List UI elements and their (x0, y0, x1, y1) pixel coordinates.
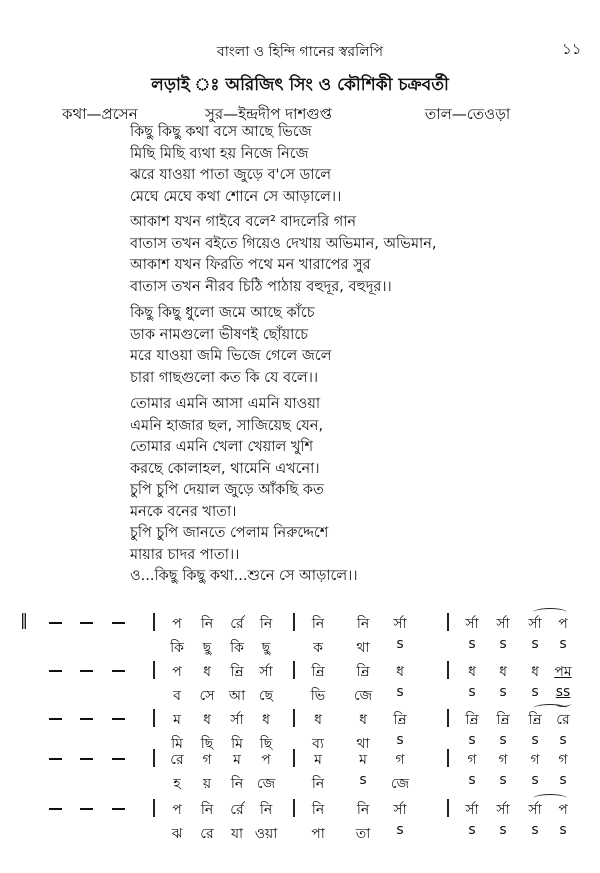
lyric-line: চারা গাছগুলো কত কি যে বলে।। (130, 369, 319, 386)
bol-syllable: s (531, 684, 539, 700)
bar-line (293, 613, 295, 631)
bol-syllable: s (468, 772, 476, 788)
lyric-line: চুপি চুপি জানতে পেলাম নিরুদ্দেশে (130, 525, 329, 541)
rest-dash (112, 758, 125, 760)
bol-syllable: s (499, 732, 507, 748)
rest-dash (112, 670, 125, 672)
bol-syllable: s (468, 732, 476, 748)
bol-syllable: ক (313, 640, 323, 656)
swara-note: প (172, 616, 182, 632)
lyricist-credit: কথা—প্রসেন (62, 105, 138, 123)
swara-note: নি (311, 802, 325, 818)
lyric-line: বাতাস তখন বইতে গিয়েও দেখায় অভিমান, অভিমান, (130, 235, 437, 252)
bol-syllable: ss (555, 684, 571, 700)
bol-syllable: ব (173, 688, 181, 704)
swara-note: ধ (314, 712, 322, 728)
lyric-line: মেঘে মেঘে কথা শোনে সে আড়ালে।। (130, 188, 342, 205)
swara-note: র্সা (259, 664, 273, 680)
swara-note: র্সা (465, 616, 479, 632)
swara-note: গ (498, 752, 508, 768)
rest-dash (112, 622, 125, 624)
lyric-line: মায়ার চাদর পাতা।। (130, 546, 240, 563)
bol-syllable: রে (200, 826, 214, 842)
swara-note: রে (170, 752, 184, 768)
bol-syllable: s (396, 732, 404, 748)
swara-note: প (261, 752, 271, 768)
bol-syllable: s (531, 636, 539, 652)
bol-syllable: s (468, 636, 476, 652)
swara-note: ধ (468, 664, 476, 680)
swara-note: নি (356, 802, 370, 818)
swara-note: প (172, 802, 182, 818)
swara-note: র্সা (465, 802, 479, 818)
bar-line (293, 799, 295, 817)
swara-note: ধ (499, 664, 507, 680)
bol-syllable: জে (353, 688, 373, 704)
bol-syllable: s (396, 684, 404, 700)
bol-syllable: ছি (200, 736, 214, 752)
lyrics-stanza-2 (130, 212, 437, 298)
bol-syllable: ছু (261, 640, 271, 656)
bol-syllable: ঝ (171, 826, 183, 842)
bol-syllable: পা (311, 826, 325, 842)
bol-syllable: সে (199, 688, 215, 704)
swara-note: গ (395, 752, 405, 768)
bol-syllable: s (468, 684, 476, 700)
bar-line (447, 709, 449, 727)
swara-note: নি (311, 616, 325, 632)
bol-syllable: s (499, 636, 507, 652)
bol-syllable: s (531, 822, 539, 838)
bol-syllable: ছি (259, 736, 273, 752)
bol-syllable: ব্য (312, 736, 324, 752)
bar-line (153, 709, 155, 727)
bol-syllable: থা (356, 736, 370, 752)
swara-note: ধ (203, 712, 211, 728)
bol-syllable: যা (230, 826, 244, 842)
swara-note: র্সা (496, 802, 510, 818)
swara-note: গ (202, 752, 212, 768)
rest-dash (49, 718, 62, 720)
swara-note: র্সা (230, 712, 244, 728)
bar-line (447, 749, 449, 767)
bol-syllable: কি (170, 640, 184, 656)
swara-note: প (558, 616, 568, 632)
swara-note: নি (200, 616, 214, 632)
bar-line (153, 613, 155, 631)
swara-note: র্সা (393, 802, 407, 818)
bol-syllable: য় (202, 776, 212, 792)
swara-note: নি (259, 802, 273, 818)
swara-note: প (172, 664, 182, 680)
page-number: ১১ (562, 40, 582, 58)
bol-syllable: হ (173, 776, 181, 792)
bar-line (153, 661, 155, 679)
swara-note: ন্রি (311, 664, 325, 680)
start-double-bar: ‖ (20, 610, 28, 629)
swara-note: ন্রি (496, 712, 510, 728)
swara-note: ন্রি (465, 712, 479, 728)
lyrics-stanza-3 (130, 303, 331, 389)
slur-mark (533, 794, 567, 803)
bol-syllable: s (499, 684, 507, 700)
bol-syllable: s (559, 636, 567, 652)
bar-line (447, 613, 449, 631)
bol-syllable: ভি (310, 688, 326, 704)
bol-syllable: s (559, 772, 567, 788)
slur-mark (533, 704, 567, 713)
bol-syllable: s (359, 772, 367, 788)
swara-note: ম (173, 712, 181, 728)
swara-note: র্রে (230, 802, 244, 818)
swara-note: র্সা (528, 802, 542, 818)
swara-note: র্সা (496, 616, 510, 632)
lyric-line: আকাশ যখন ফিরতি পথে মন খারাপের সুর (130, 257, 371, 273)
swara-note: ম (233, 752, 241, 768)
lyric-line: তোমার এমনি আসা এমনি যাওয়া (130, 396, 321, 412)
bar-line (447, 799, 449, 817)
composer-credit: সুর—ইন্দ্রদীপ দাশগুপ্ত (205, 105, 332, 123)
bar-line (447, 661, 449, 679)
swara-note: ম (314, 752, 322, 768)
slur-mark (533, 608, 567, 617)
lyric-line: মনকে বনের খাতা। (130, 503, 237, 520)
rest-dash (49, 670, 62, 672)
bol-syllable: s (499, 772, 507, 788)
rest-dash (49, 622, 62, 624)
lyric-line: ঝরে যাওয়া পাতা জুড়ে ব'সে ডালে (130, 167, 332, 183)
swara-note: ধ (203, 664, 211, 680)
swara-note: ন্রি (393, 712, 407, 728)
bol-syllable: s (559, 732, 567, 748)
bar-line (293, 661, 295, 679)
bol-syllable: মি (231, 736, 243, 752)
lyric-line: করছে কোলাহল, থামেনি এখনো। (130, 460, 320, 477)
rest-dash (49, 808, 62, 810)
rest-dash (112, 808, 125, 810)
rest-dash (80, 758, 93, 760)
swara-note: র্সা (393, 616, 407, 632)
bar-line (293, 749, 295, 767)
bol-syllable: কি (230, 640, 244, 656)
bol-syllable: জে (390, 776, 410, 792)
bol-syllable: থা (356, 640, 370, 656)
song-title: লড়াই ঃ অরিজিৎ সিং ও কৌশিকী চক্রবর্তী (151, 75, 449, 95)
lyrics-refrain (130, 566, 358, 588)
lyric-line: কিছু কিছু ধুলো জমে আছে কাঁচে (130, 305, 315, 321)
bol-syllable: ছু (202, 640, 212, 656)
bar-line (153, 799, 155, 817)
bol-syllable: নি (311, 776, 325, 792)
lyrics-stanza-4 (130, 394, 328, 566)
swara-note: ন্রি (356, 664, 370, 680)
bol-syllable: s (531, 772, 539, 788)
swara-note: নি (356, 616, 370, 632)
swara-note: গ (558, 752, 568, 768)
rest-dash (112, 718, 125, 720)
swara-note: রে (556, 712, 570, 728)
lyric-line: মরে যাওয়া জমি ভিজে গেলে জলে (130, 348, 332, 364)
bol-syllable: মি (171, 736, 183, 752)
rest-dash (80, 670, 93, 672)
lyric-line: কিছু কিছু কথা বসে আছে ভিজে (130, 124, 312, 140)
bol-syllable: ওয়া (254, 826, 278, 842)
lyrics-stanza-1 (130, 122, 341, 208)
swara-note: ধ (531, 664, 539, 680)
rest-dash (80, 808, 93, 810)
bol-syllable: s (559, 822, 567, 838)
bar-line (293, 709, 295, 727)
bol-syllable: জে (256, 776, 276, 792)
swara-note: ধ (396, 664, 404, 680)
swara-note: গ (530, 752, 540, 768)
swara-note: নি (259, 616, 273, 632)
swara-note: ন্রি (230, 664, 244, 680)
lyric-line: এমনি হাজার ছল, সাজিয়েছ যেন, (130, 417, 324, 434)
lyric-line: ও...কিছু কিছু কথা...শুনে সে আড়ালে।। (130, 568, 358, 584)
lyric-line: বাতাস তখন নীরব চিঠি পাঠায় বহুদূর, বহুদূর।। (130, 278, 392, 295)
bol-syllable: s (396, 636, 404, 652)
bol-syllable: s (396, 822, 404, 838)
bol-syllable: s (468, 822, 476, 838)
swara-note: গ (467, 752, 477, 768)
swara-note: ধ (262, 712, 270, 728)
lyric-line: আকাশ যখন গাইবে বলে² বাদলেরি গান (130, 214, 357, 230)
rest-dash (80, 622, 93, 624)
bol-syllable: নি (230, 776, 244, 792)
taal-credit: তাল—তেওড়া (425, 105, 511, 123)
lyric-line: চুপি চুপি দেয়াল জুড়ে আঁকছি কত (130, 482, 324, 498)
rest-dash (49, 758, 62, 760)
swara-note: প (558, 802, 568, 818)
rest-dash (80, 718, 93, 720)
lyric-line: মিছি মিছি ব্যথা হয় নিজে নিজে (130, 145, 309, 162)
swara-note: ধ (359, 712, 367, 728)
swara-note: নি (200, 802, 214, 818)
lyric-line: ডাক নামগুলো ভীষণই ছোঁয়াচে (130, 326, 308, 343)
swara-note: র্সা (528, 616, 542, 632)
bol-syllable: আ (228, 688, 246, 704)
swara-note: ন্রি (528, 712, 542, 728)
swara-note: র্রে (230, 616, 244, 632)
swara-note: ম (359, 752, 367, 768)
bar-line (153, 749, 155, 767)
bol-syllable: তা (355, 826, 371, 842)
swara-note: পম (554, 664, 572, 680)
bol-syllable: s (531, 732, 539, 748)
running-head: বাংলা ও হিন্দি গানের স্বরলিপি (216, 44, 384, 60)
bol-syllable: ছে (258, 688, 274, 704)
lyric-line: তোমার এমনি খেলা খেয়াল খুশি (130, 439, 314, 455)
bol-syllable: s (499, 822, 507, 838)
